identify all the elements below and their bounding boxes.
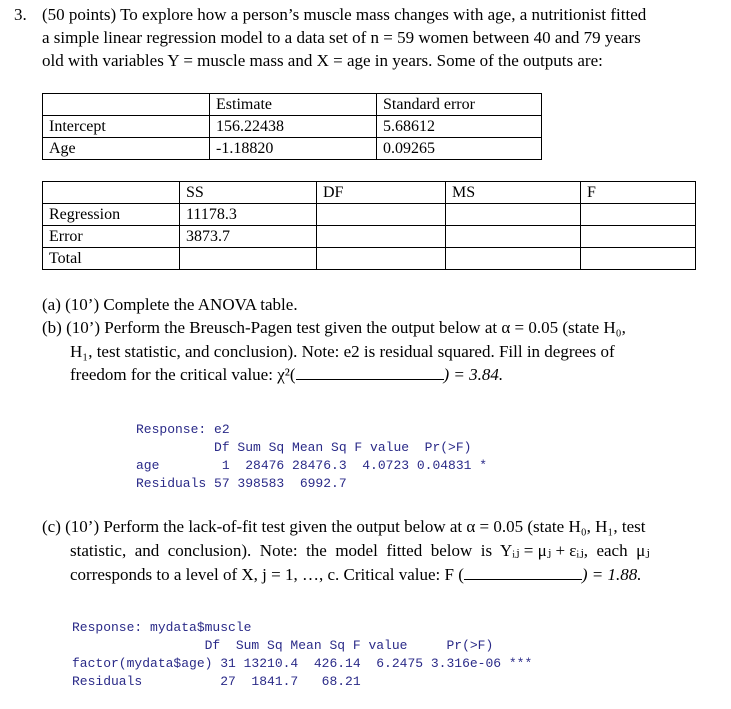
table-cell: -1.18820 bbox=[210, 138, 377, 160]
table-cell: Age bbox=[43, 138, 210, 160]
table-header-cell: SS bbox=[180, 182, 317, 204]
table-row bbox=[43, 138, 542, 160]
table-cell bbox=[581, 204, 696, 226]
table-cell bbox=[317, 204, 446, 226]
table-cell: Error bbox=[43, 226, 180, 248]
question-line-3: old with variables Y = muscle mass and X = age in years. Some of the outputs are: bbox=[42, 51, 603, 70]
part-c-line-2: statistic, and conclusion). Note: the model fitted below is Yᵢⱼ = μⱼ + εᵢⱼ, each μⱼ bbox=[70, 541, 650, 560]
part-c-line-3 bbox=[70, 563, 642, 586]
table-cell bbox=[446, 204, 581, 226]
table-header-cell: Standard error bbox=[377, 94, 542, 116]
anova-table bbox=[42, 181, 696, 270]
table-cell: Regression bbox=[43, 204, 180, 226]
table-cell: Intercept bbox=[43, 116, 210, 138]
table-cell bbox=[317, 248, 446, 270]
part-b-line-3-prefix: freedom for the critical value: χ²( bbox=[70, 365, 296, 384]
coefficient-table-header bbox=[43, 94, 542, 116]
table-cell bbox=[43, 94, 210, 116]
table-cell bbox=[317, 226, 446, 248]
part-b-line-2: H₁, test statistic, and conclusion). Note: e2 is residual squared. Fill in degrees of bbox=[70, 342, 615, 361]
part-c-line-1: (c) (10’) Perform the lack-of-fit test given the output below at α = 0.05 (state H₀, H₁, test bbox=[42, 517, 646, 536]
table-row bbox=[43, 204, 696, 226]
r-output-line: Residuals 27 1841.7 68.21 bbox=[72, 674, 525, 689]
part-c-line-3-suffix: ) = 1.88. bbox=[581, 565, 642, 584]
r-output-b bbox=[136, 403, 487, 511]
table-cell bbox=[43, 182, 180, 204]
df-blank-b[interactable] bbox=[296, 379, 444, 380]
part-a: (a) (10’) Complete the ANOVA table. bbox=[42, 295, 298, 314]
table-cell: 5.68612 bbox=[377, 116, 542, 138]
r-output-line: Residuals 57 398583 6992.7 bbox=[136, 476, 488, 491]
table-cell: 0.09265 bbox=[377, 138, 542, 160]
table-header-cell: DF bbox=[317, 182, 446, 204]
part-b-line-3-suffix: ) = 3.84. bbox=[443, 365, 504, 384]
table-header-cell: MS bbox=[446, 182, 581, 204]
r-output-line: age 1 28476 28476.3 4.0723 0.04831 * bbox=[136, 458, 488, 473]
r-output-line: factor(mydata$age) 31 13210.4 426.14 6.2475 3.316e-06 *** bbox=[72, 656, 533, 671]
table-cell bbox=[446, 248, 581, 270]
question-number: 3. bbox=[14, 5, 27, 24]
table-row bbox=[43, 226, 696, 248]
coefficient-table bbox=[42, 93, 542, 160]
table-cell: 156.22438 bbox=[210, 116, 377, 138]
table-cell: 3873.7 bbox=[180, 226, 317, 248]
table-cell: Total bbox=[43, 248, 180, 270]
part-b-line-1: (b) (10’) Perform the Breusch-Pagen test given the output below at α = 0.05 (state H₀, bbox=[42, 318, 626, 337]
part-b-line-3 bbox=[70, 363, 503, 386]
r-output-line: Response: e2 bbox=[136, 422, 230, 437]
anova-table-header bbox=[43, 182, 696, 204]
table-row bbox=[43, 116, 542, 138]
question-line-2: a simple linear regression model to a data set of n = 59 women between 40 and 79 years bbox=[42, 28, 641, 47]
table-cell bbox=[446, 226, 581, 248]
table-cell bbox=[180, 248, 317, 270]
r-output-line: Response: mydata$muscle bbox=[72, 620, 252, 635]
table-cell: 11178.3 bbox=[180, 204, 317, 226]
r-output-c bbox=[72, 601, 532, 709]
r-output-line: Df Sum Sq Mean Sq F value Pr(>F) bbox=[72, 638, 525, 653]
df-blank-c[interactable] bbox=[464, 579, 582, 580]
question-line-1: (50 points) To explore how a person’s muscle mass changes with age, a nutritionist fitted bbox=[42, 5, 647, 24]
table-header-cell: Estimate bbox=[210, 94, 377, 116]
table-cell bbox=[581, 226, 696, 248]
table-header-cell: F bbox=[581, 182, 696, 204]
table-cell bbox=[581, 248, 696, 270]
part-c-line-3-prefix: corresponds to a level of X, j = 1, …, c. Critical value: F ( bbox=[70, 565, 464, 584]
r-output-line: Df Sum Sq Mean Sq F value Pr(>F) bbox=[136, 440, 488, 455]
table-row bbox=[43, 248, 696, 270]
